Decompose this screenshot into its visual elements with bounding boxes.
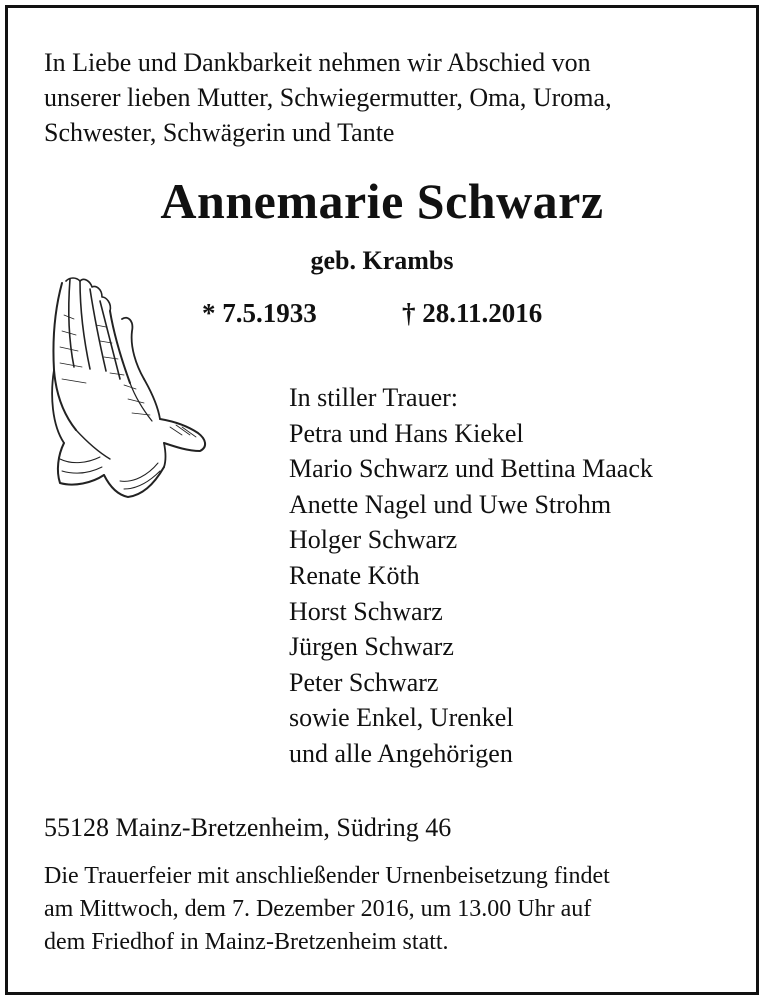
intro-line: In Liebe und Dankbarkeit nehmen wir Abschied von bbox=[44, 48, 591, 77]
ceremony-text bbox=[44, 860, 734, 959]
list-item: Horst Schwarz bbox=[289, 596, 443, 626]
list-item: sowie Enkel, Urenkel bbox=[289, 703, 514, 733]
ceremony-line: Die Trauerfeier mit anschließender Urnenbeisetzung findet bbox=[44, 863, 610, 889]
list-item: Renate Köth bbox=[289, 560, 420, 590]
mourners-heading: In stiller Trauer: bbox=[289, 383, 458, 412]
birth-date: * 7.5.1933 bbox=[202, 298, 317, 328]
ceremony-line: dem Friedhof in Mainz-Bretzenheim statt. bbox=[44, 929, 449, 955]
intro-text bbox=[44, 45, 734, 150]
list-item: Petra und Hans Kiekel bbox=[289, 418, 524, 448]
list-item: Jürgen Schwarz bbox=[289, 632, 454, 662]
list-item: Peter Schwarz bbox=[289, 667, 439, 697]
maiden-name: geb. Krambs bbox=[310, 246, 454, 275]
ceremony-line: am Mittwoch, dem 7. Dezember 2016, um 13.00 Uhr auf bbox=[44, 896, 592, 922]
address: 55128 Mainz-Bretzenheim, Südring 46 bbox=[44, 813, 452, 842]
intro-line: unserer lieben Mutter, Schwiegermutter, Oma, Uroma, bbox=[44, 83, 612, 112]
praying-hands-icon bbox=[40, 275, 212, 507]
intro-line: Schwester, Schwägerin und Tante bbox=[44, 118, 395, 147]
list-item: Holger Schwarz bbox=[289, 525, 458, 555]
deceased-name: Annemarie Schwarz bbox=[160, 173, 604, 229]
list-item: und alle Angehörigen bbox=[289, 738, 513, 768]
list-item: Anette Nagel und Uwe Strohm bbox=[289, 489, 612, 519]
mourners-list bbox=[289, 380, 729, 772]
death-date: † 28.11.2016 bbox=[402, 298, 543, 328]
list-item: Mario Schwarz und Bettina Maack bbox=[289, 454, 653, 484]
